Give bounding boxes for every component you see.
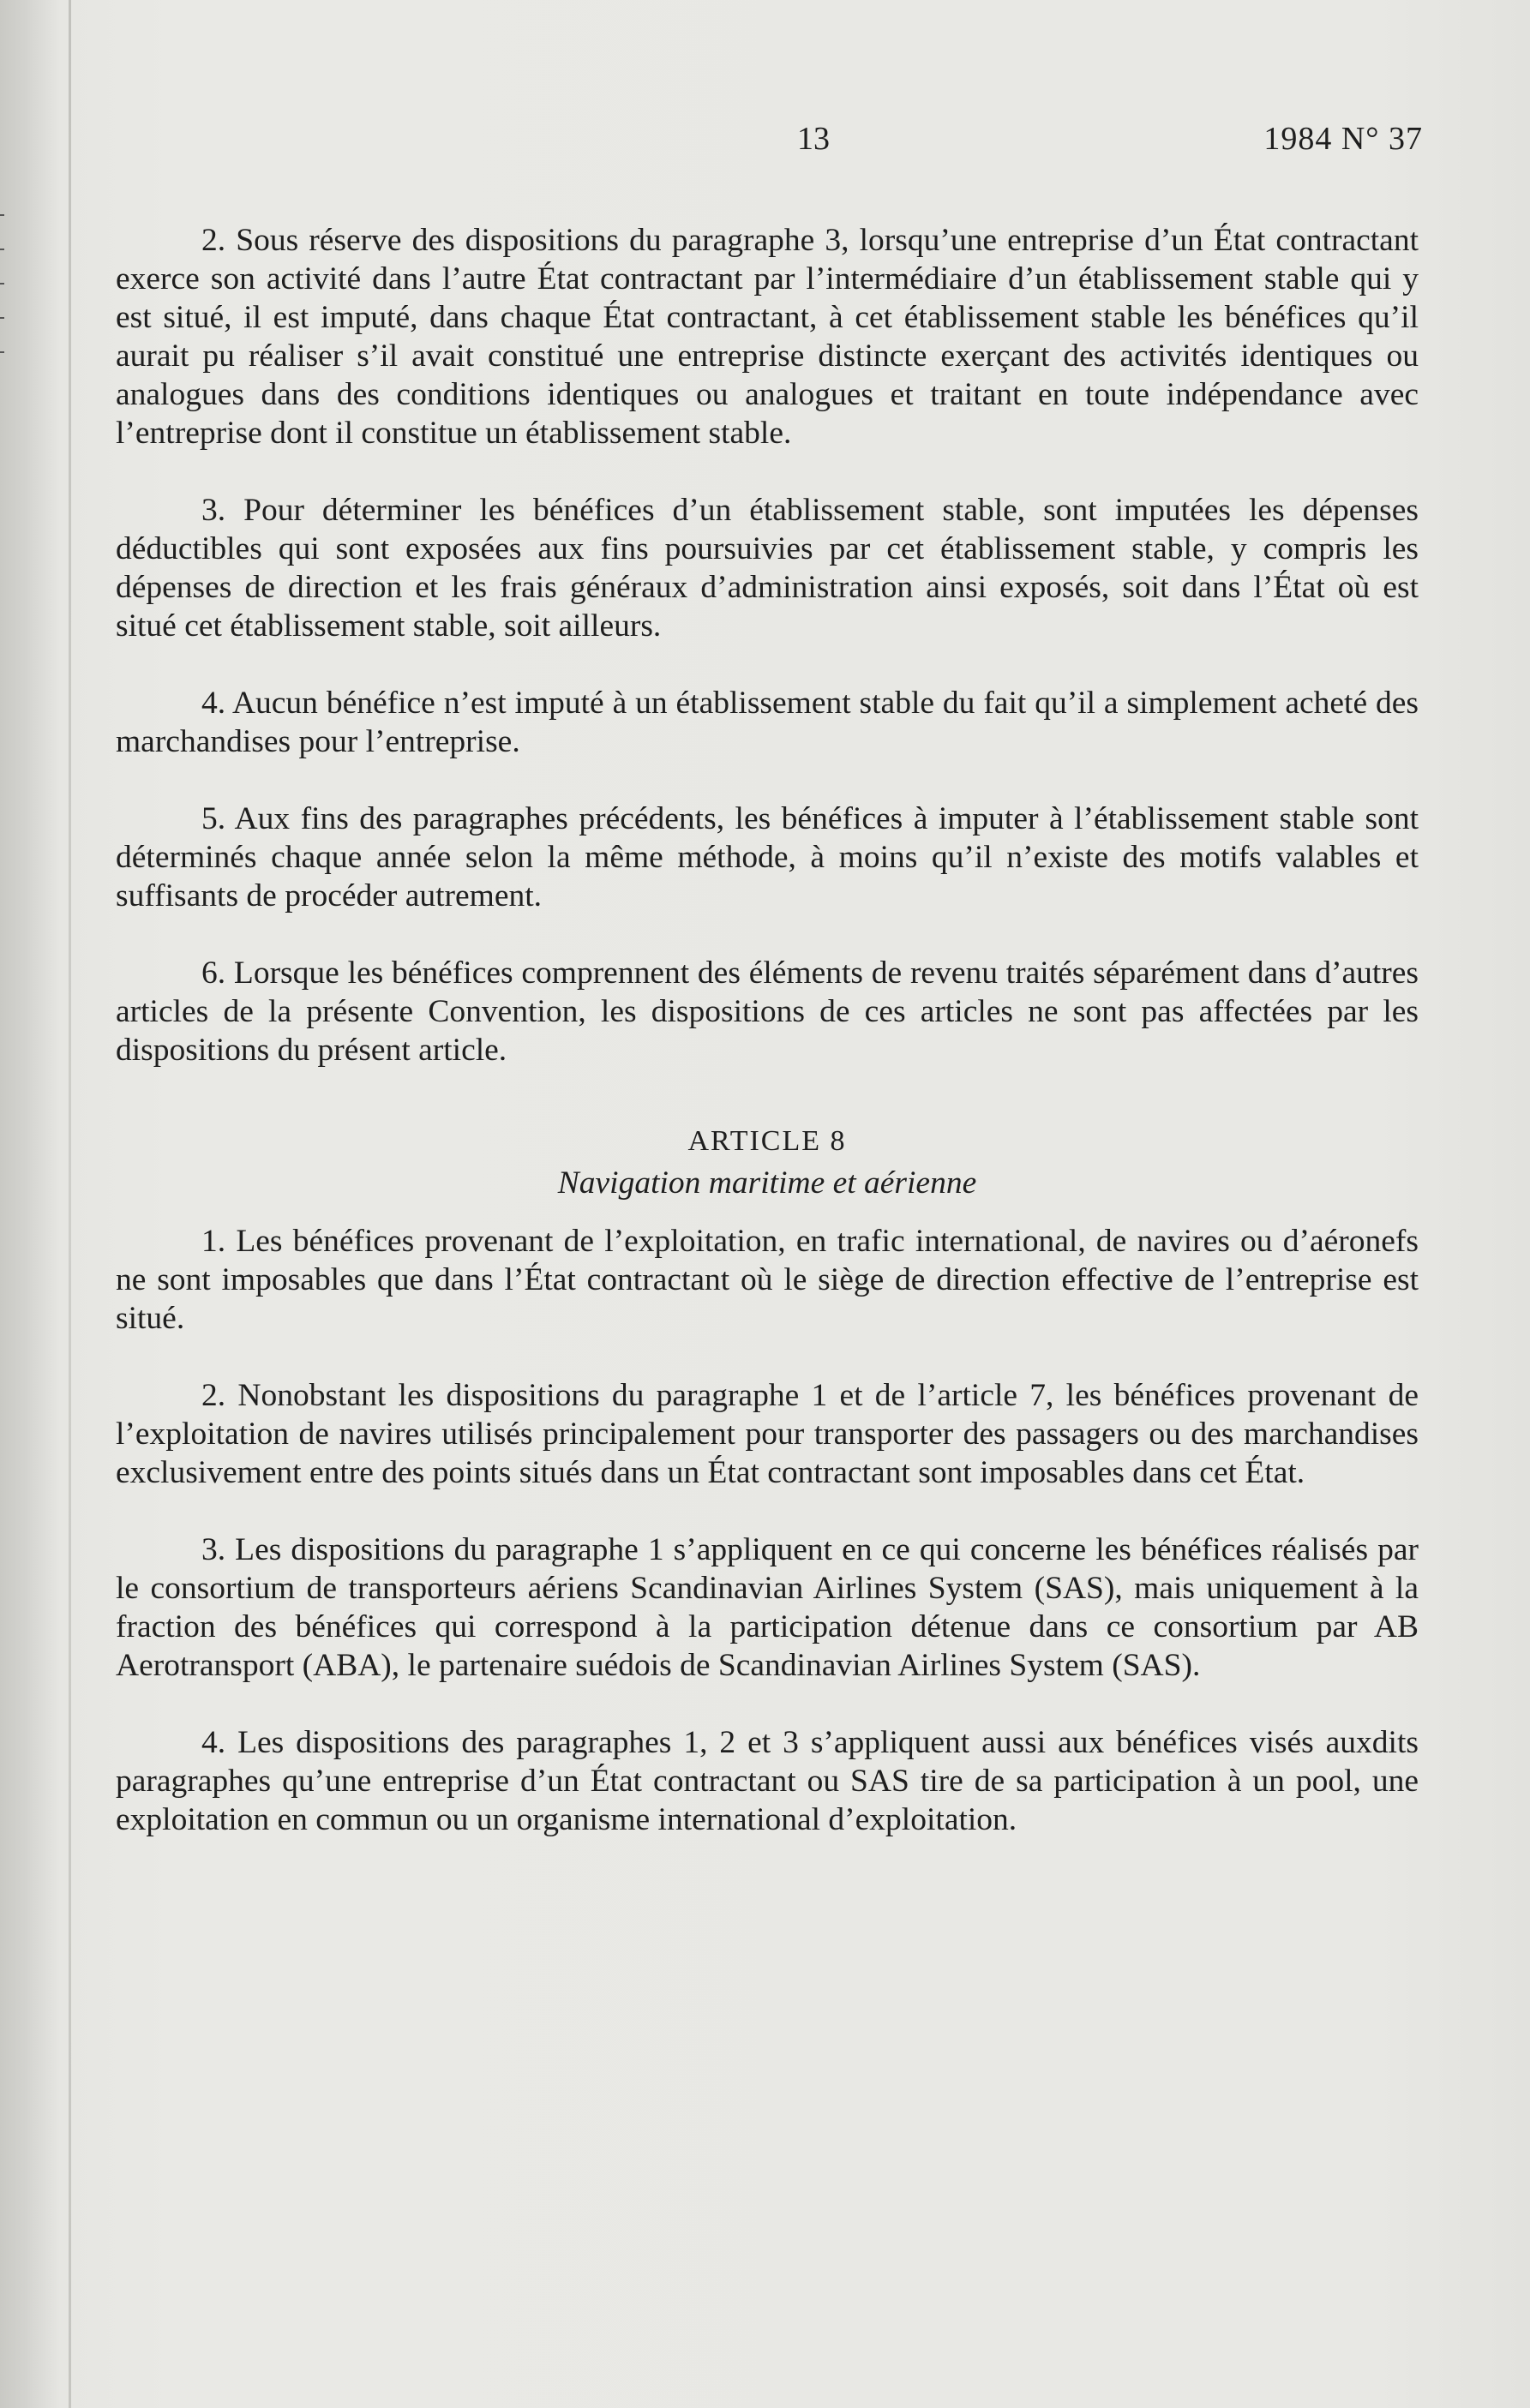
document-reference: 1984 N° 37 <box>1263 121 1423 157</box>
paragraph-article8-4: 4. Les dispositions des paragraphes 1, 2 et 3 s’appliquent aussi aux bénéfices visés auxdits paragraphes qu’une entreprise d’un État contractant ou SAS tire de sa participation à un pool, une exploitation en commun ou un organisme international d’exploitation. <box>116 1725 1419 1837</box>
page-number: 13 <box>797 121 830 157</box>
paragraph-article8-2: 2. Nonobstant les dispositions du paragraphe 1 et de l’article 7, les bénéfices provenant de l’exploitation de navires utilisés principalement pour transporter des passagers ou des marchandises exclusivement entre des points situés dans un État contractant sont imposables dans cet État. <box>116 1378 1419 1490</box>
paragraph-article7-4: 4. Aucun bénéfice n’est imputé à un établissement stable du fait qu’il a simplement acheté des marchandises pour l’entreprise. <box>116 686 1419 759</box>
article-subheading: Navigation maritime et aérienne <box>557 1165 977 1201</box>
page-binding-edge <box>69 0 71 2408</box>
article-heading: ARTICLE 8 <box>687 1125 847 1157</box>
page-body <box>116 221 1419 1878</box>
paragraph-article7-3: 3. Pour déterminer les bénéfices d’un établissement stable, sont imputées les dépenses déductibles qui sont exposées aux fins poursuivies par cet établissement stable, y compris les dépenses de direction et les frais généraux d’administration ainsi exposés, soit dans l’État où est situé cet établissement stable, soit ailleurs. <box>116 493 1419 644</box>
paragraph-article8-3: 3. Les dispositions du paragraphe 1 s’appliquent en ce qui concerne les bénéfices réalisés par le consortium de transporteurs aériens Scandinavian Airlines System (SAS), mais uniquement à la fraction des bénéfices qui correspond à la participation détenue dans ce consortium par AB Aerotransport (ABA), le partenaire suédois de Scandinavian Airlines System (SAS). <box>116 1532 1419 1683</box>
page-edge-marks <box>0 214 5 386</box>
paragraph-article7-6: 6. Lorsque les bénéfices comprennent des éléments de revenu traités séparément dans d’autres articles de la présente Convention, les dispositions de ces articles ne sont pas affectées par les dispositions du présent article. <box>116 955 1419 1068</box>
paragraph-article7-5: 5. Aux fins des paragraphes précédents, les bénéfices à imputer à l’établissement stable sont déterminés chaque année selon la même méthode, à moins qu’il n’existe des motifs valables et suffisants de procéder autrement. <box>116 801 1419 913</box>
paragraph-article8-1: 1. Les bénéfices provenant de l’exploitation, en trafic international, de navires ou d’aéronefs ne sont imposables que dans l’État contractant où le siège de direction effective de l’entreprise est situé. <box>116 1224 1419 1336</box>
paragraph-article7-2: 2. Sous réserve des dispositions du paragraphe 3, lorsqu’une entreprise d’un État contractant exerce son activité dans l’autre État contractant par l’intermédiaire d’un établissement stable qui y est situé, il est imputé, dans chaque État contractant, à cet établissement stable les bénéfices qu’il aurait pu réaliser s’il avait constitué une entreprise distincte exerçant des activités identiques ou analogues dans des conditions identiques ou analogues et traitant en toute indépendance avec l’entreprise dont il constitue un établissement stable. <box>116 223 1419 451</box>
